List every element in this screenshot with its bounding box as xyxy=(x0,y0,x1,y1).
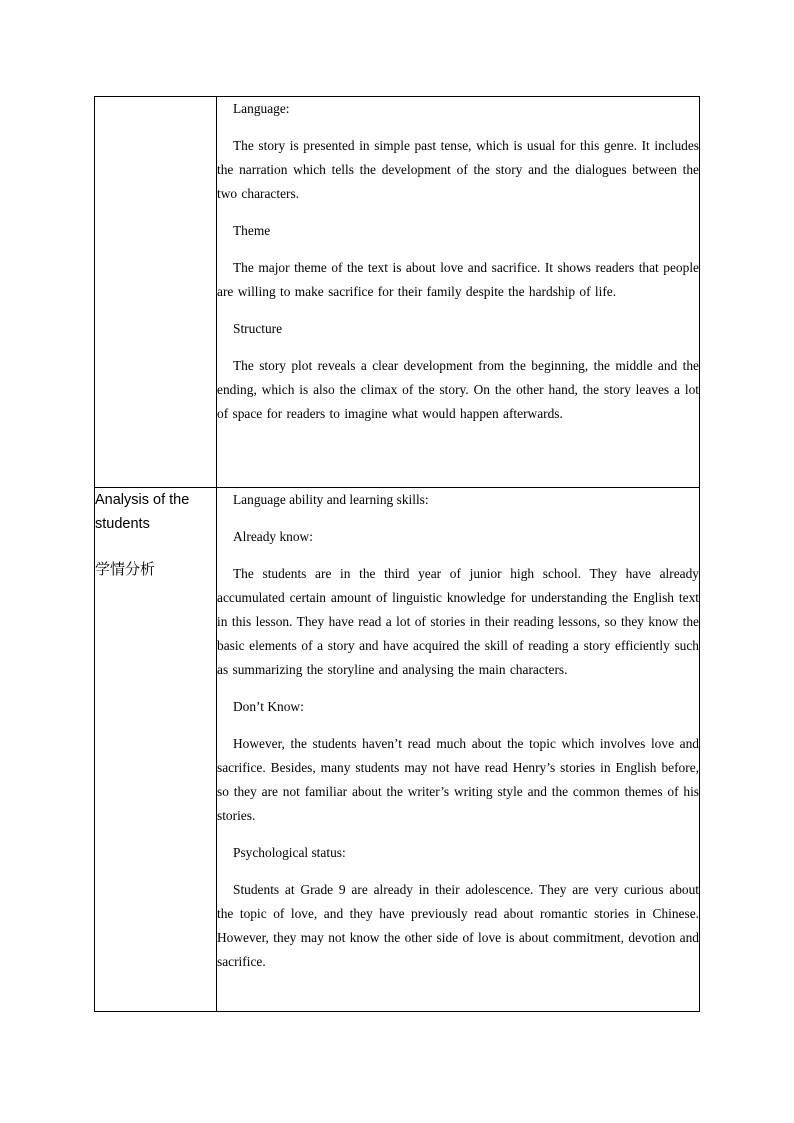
lesson-plan-table xyxy=(94,96,700,1012)
psychological-status-heading: Psychological status: xyxy=(233,845,346,860)
language-paragraph: The story is presented in simple past tense, which is usual for this genre. It includes the narration which tells the development of the story and the dialogues between the two characters. xyxy=(217,138,699,201)
table-row-text-analysis xyxy=(95,97,700,488)
row-label-chinese: 学情分析 xyxy=(95,560,156,578)
theme-heading: Theme xyxy=(233,223,271,238)
language-ability-heading: Language ability and learning skills: xyxy=(233,492,429,507)
row-label-cell-empty xyxy=(95,97,217,488)
language-heading: Language: xyxy=(233,101,290,116)
psychological-status-paragraph: Students at Grade 9 are already in their adolescence. They are very curious about the topic of love, and they have previously read about romantic stories in Chinese. However, they may not know the other side of love is about commitment, devotion and sacrifice. xyxy=(217,882,699,969)
already-know-heading: Already know: xyxy=(233,529,313,544)
row-label-cell-student-analysis xyxy=(95,488,217,1012)
already-know-paragraph: The students are in the third year of junior high school. They have already accumulated certain amount of linguistic knowledge for understanding the English text in this lesson. They have read a lot of stories in their reading lessons, so they know the basic elements of a story and have acquired the skill of reading a story efficiently such as summarizing the storyline and analysing the main characters. xyxy=(217,566,699,677)
row-label-english: Analysis of the students xyxy=(95,492,190,532)
dont-know-heading: Don’t Know: xyxy=(233,699,304,714)
row-content-cell-text-analysis xyxy=(217,97,700,488)
dont-know-paragraph: However, the students haven’t read much about the topic which involves love and sacrifice. Besides, many students may not have read Henry’s stories in English before, so they are not familiar about the writer’s writing style and the common themes of his stories. xyxy=(217,736,699,823)
theme-paragraph: The major theme of the text is about love and sacrifice. It shows readers that people are willing to make sacrifice for their family despite the hardship of life. xyxy=(217,260,699,299)
structure-heading: Structure xyxy=(233,321,283,336)
row-content-cell-student-analysis xyxy=(217,488,700,1012)
table-row-student-analysis xyxy=(95,488,700,1012)
structure-paragraph: The story plot reveals a clear development from the beginning, the middle and the ending, which is also the climax of the story. On the other hand, the story leaves a lot of space for readers to imagine what would happen afterwards. xyxy=(217,358,699,421)
